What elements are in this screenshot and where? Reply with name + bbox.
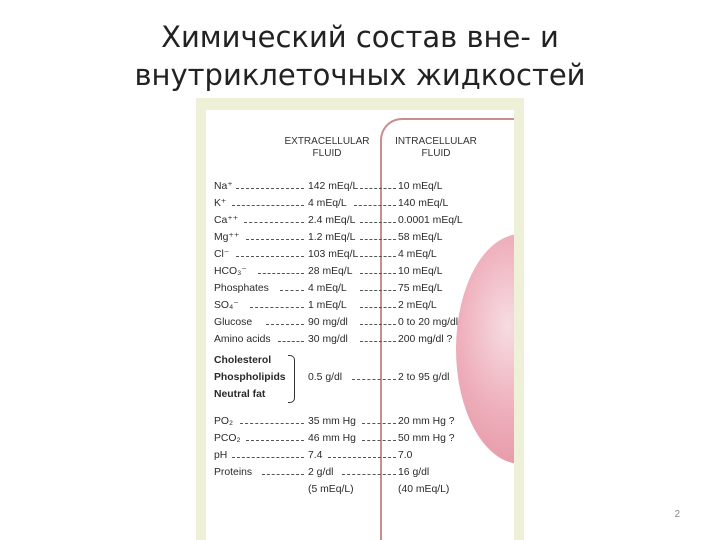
intracellular-value: 2 mEq/L (398, 300, 437, 311)
row-label: K⁺ (214, 198, 227, 209)
intracellular-value: 200 mg/dl ? (398, 334, 453, 345)
leader-line (232, 205, 304, 206)
table-row (214, 248, 504, 262)
table-row (214, 282, 504, 296)
table-row (214, 415, 504, 429)
intracellular-value: (40 mEq/L) (398, 484, 450, 495)
table-row (214, 466, 504, 480)
table-row (214, 449, 504, 463)
leader-line (360, 307, 396, 308)
intracellular-header-line-2: FLUID (421, 148, 451, 159)
slide-title: Химический состав вне- и внутриклеточных жидкостей (134, 20, 586, 92)
row-label: HCO₃⁻ (214, 266, 247, 277)
row-label: PO₂ (214, 416, 234, 427)
lipid-label-row (214, 354, 504, 368)
row-label: Phosphates (214, 283, 269, 294)
row-label: Glucose (214, 317, 253, 328)
table-row (214, 180, 504, 194)
leader-line (342, 474, 396, 475)
leader-line (240, 423, 304, 424)
row-label: Amino acids (214, 334, 271, 345)
extracellular-value: 1 mEq/L (308, 300, 347, 311)
table-row (214, 316, 504, 330)
intracellular-value: 20 mm Hg ? (398, 416, 455, 427)
extracellular-value: 4 mEq/L (308, 198, 347, 209)
table-row (214, 483, 504, 497)
leader-line (258, 273, 304, 274)
intracellular-value: 7.0 (398, 450, 413, 461)
row-label: PCO₂ (214, 433, 241, 444)
leader-line (362, 440, 396, 441)
extracellular-value: 7.4 (308, 450, 323, 461)
intracellular-value: 58 mEq/L (398, 232, 443, 243)
leader-line (360, 273, 396, 274)
extracellular-value: 35 mm Hg (308, 416, 356, 427)
table-row (214, 197, 504, 211)
row-label: Ca⁺⁺ (214, 215, 239, 226)
leader-line (244, 222, 304, 223)
table-row (214, 214, 504, 228)
extracellular-value: 0.5 g/dl (308, 372, 343, 383)
composition-table (206, 110, 514, 540)
lipid-bracket (288, 355, 295, 403)
intracellular-value: 10 mEq/L (398, 266, 443, 277)
row-label: SO₄⁻ (214, 300, 239, 311)
lipid-label-row (214, 388, 504, 402)
extracellular-value: (5 mEq/L) (308, 484, 354, 495)
leader-line (360, 239, 396, 240)
leader-line (360, 341, 396, 342)
intracellular-value: 4 mEq/L (398, 249, 437, 260)
leader-line (360, 188, 396, 189)
table-row (214, 299, 504, 313)
row-label: Proteins (214, 467, 253, 478)
extracellular-value: 46 mm Hg (308, 433, 356, 444)
intracellular-value: 140 mEq/L (398, 198, 449, 209)
leader-line (352, 379, 396, 380)
extracellular-value: 28 mEq/L (308, 266, 353, 277)
row-label: Mg⁺⁺ (214, 232, 240, 243)
leader-line (232, 457, 304, 458)
leader-line (360, 290, 396, 291)
extracellular-value: 4 mEq/L (308, 283, 347, 294)
leader-line (280, 290, 304, 291)
leader-line (262, 474, 304, 475)
table-row (214, 265, 504, 279)
intracellular-value: 75 mEq/L (398, 283, 443, 294)
intracellular-value: 0 to 20 mg/dl (398, 317, 459, 328)
leader-line (246, 440, 304, 441)
leader-line (360, 222, 396, 223)
leader-line (278, 341, 304, 342)
extracellular-header-line-1: EXTRACELLULAR (284, 136, 370, 147)
row-label: Cholesterol (214, 355, 272, 366)
extracellular-value: 30 mg/dl (308, 334, 348, 345)
page-number: 2 (674, 509, 680, 520)
extracellular-value: 1.2 mEq/L (308, 232, 356, 243)
leader-line (328, 457, 396, 458)
intracellular-header-line-1: INTRACELLULAR (395, 136, 477, 147)
table-row (214, 432, 504, 446)
table-row (214, 231, 504, 245)
table-row (214, 333, 504, 347)
extracellular-value: 103 mEq/L (308, 249, 359, 260)
intracellular-value: 10 mEq/L (398, 181, 443, 192)
row-label: Cl⁻ (214, 249, 230, 260)
leader-line (236, 188, 304, 189)
figure-image (206, 110, 514, 540)
lipid-value-row (214, 371, 504, 385)
extracellular-value: 90 mg/dl (308, 317, 348, 328)
intracellular-value: 2 to 95 g/dl (398, 372, 450, 383)
intracellular-value: 50 mm Hg ? (398, 433, 455, 444)
intracellular-value: 16 g/dl (398, 467, 430, 478)
row-label: Na⁺ (214, 181, 233, 192)
leader-line (236, 256, 304, 257)
extracellular-header-line-2: FLUID (312, 148, 342, 159)
leader-line (354, 205, 396, 206)
extracellular-value: 2 g/dl (308, 467, 334, 478)
leader-line (362, 423, 396, 424)
leader-line (250, 307, 304, 308)
leader-line (360, 256, 396, 257)
extracellular-value: 2.4 mEq/L (308, 215, 356, 226)
row-label: Neutral fat (214, 389, 266, 400)
leader-line (360, 324, 396, 325)
row-label: Phospholipids (214, 372, 286, 383)
intracellular-value: 0.0001 mEq/L (398, 215, 463, 226)
figure-frame (196, 98, 524, 540)
row-label: pH (214, 450, 228, 461)
leader-line (246, 239, 304, 240)
extracellular-value: 142 mEq/L (308, 181, 359, 192)
leader-line (266, 324, 304, 325)
